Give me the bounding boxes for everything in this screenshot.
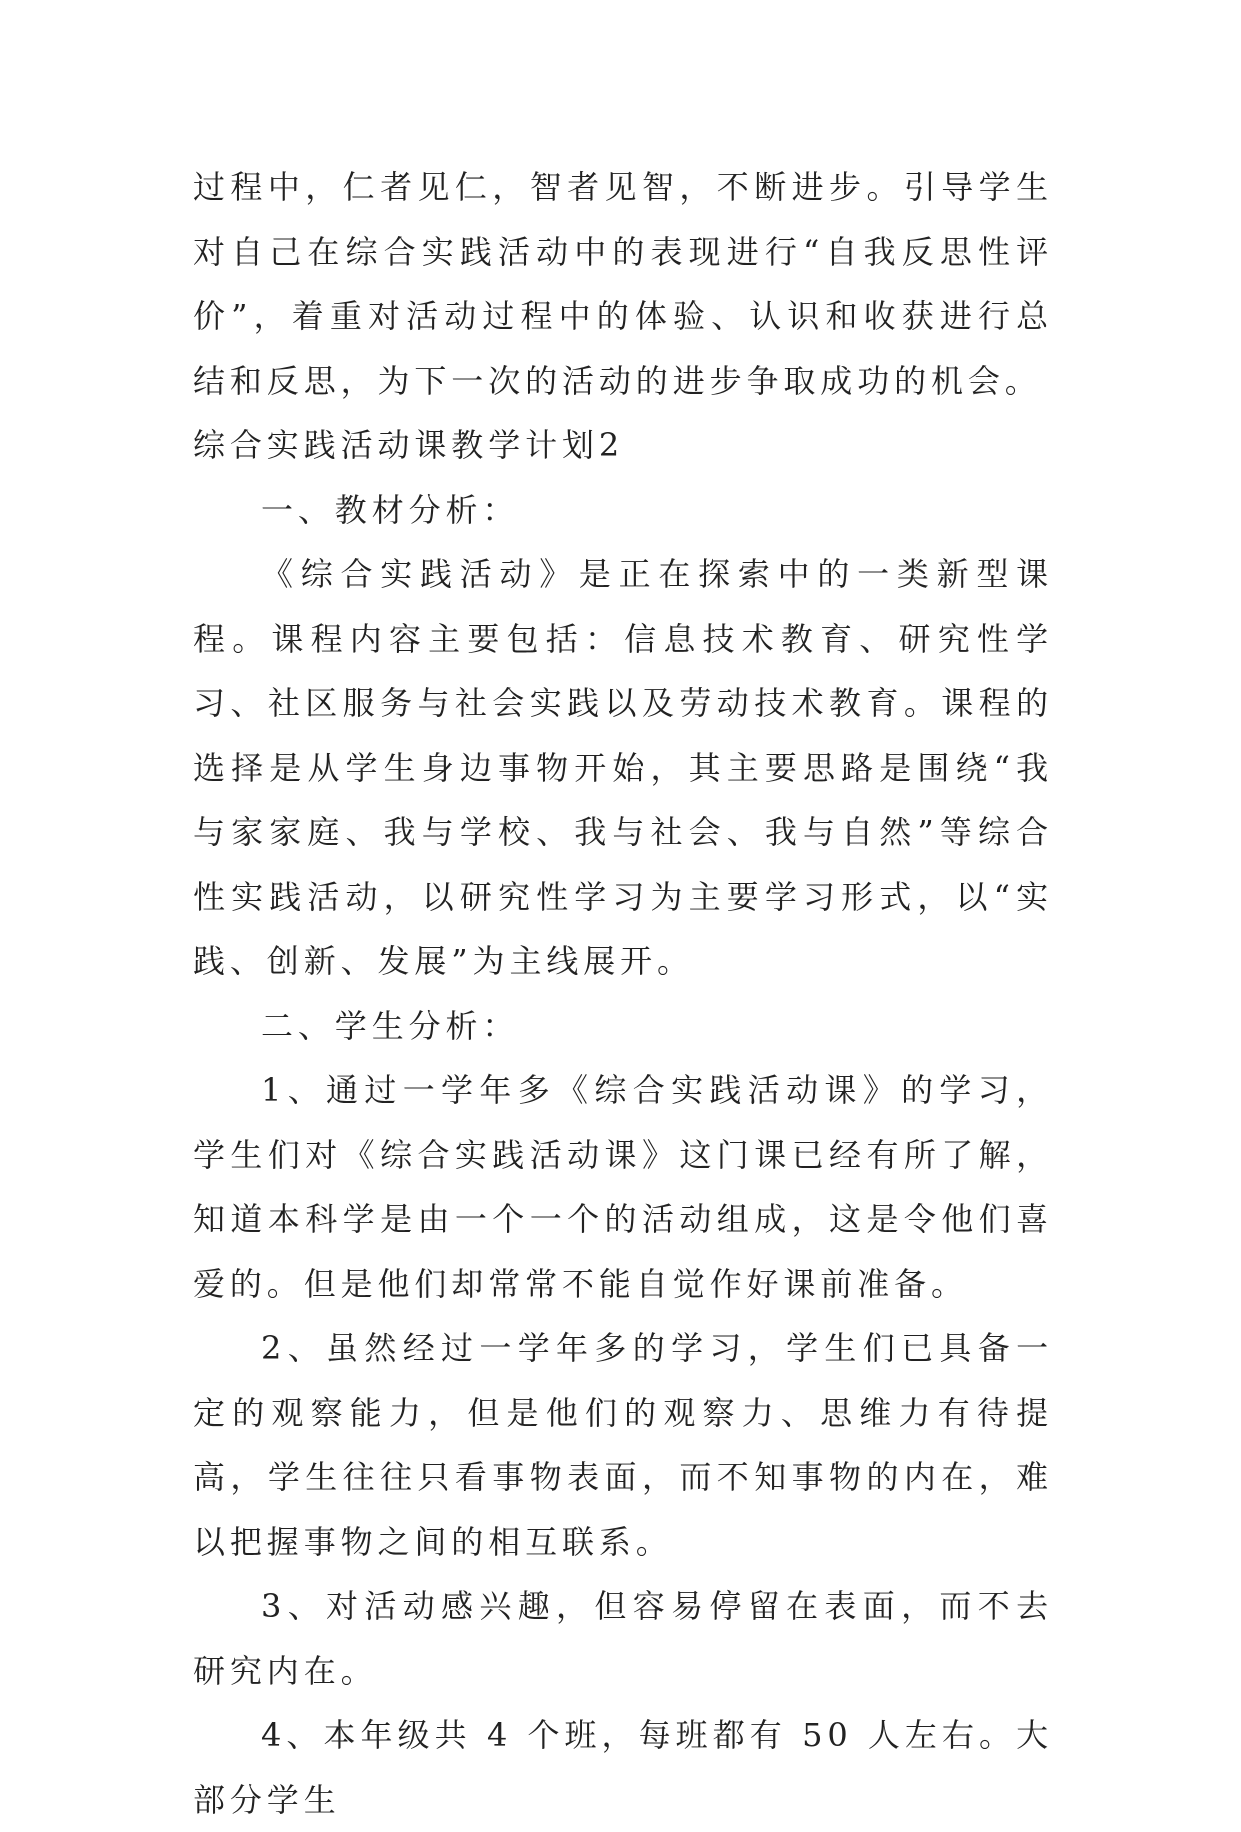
student-item-3: 3、对活动感兴趣，但容易停留在表面，而不去研究内在。 (193, 1587, 1053, 1690)
continuation-paragraph: 过程中，仁者见仁，智者见智，不断进步。引导学生对自己在综合实践活动中的表现进行“自我反思性评价”，着重对活动过程中的体验、认识和收获进行总结和反思，为下一次的活动的进步争取成功的机会。 (193, 168, 1053, 400)
student-item-1: 1、通过一学年多《综合实践活动课》的学习，学生们对《综合实践活动课》这门课已经有所了解，知道本科学是由一个一个的活动组成，这是令他们喜爱的。但是他们却常常不能自觉作好课前准备。 (193, 1071, 1053, 1303)
section-heading-materials: 一、教材分析： (261, 490, 520, 529)
section-heading-students: 二、学生分析： (261, 1006, 520, 1045)
document-body (193, 155, 1053, 1832)
student-item-2: 2、虽然经过一学年多的学习，学生们已具备一定的观察能力，但是他们的观察力、思维力有待提高，学生往往只看事物表面，而不知事物的内在，难以把握事物之间的相互联系。 (193, 1329, 1053, 1561)
materials-paragraph: 《综合实践活动》是正在探索中的一类新型课程。课程内容主要包括：信息技术教育、研究性学习、社区服务与社会实践以及劳动技术教育。课程的选择是从学生身边事物开始，其主要思路是围绕“我与家家庭、我与学校、我与社会、我与自然”等综合性实践活动，以研究性学习为主要学习形式，以“实践、创新、发展”为主线展开。 (193, 555, 1053, 980)
student-item-4: 4、本年级共 4 个班，每班都有 50 人左右。大部分学生 (193, 1716, 1053, 1819)
document-title: 综合实践活动课教学计划2 (193, 426, 625, 464)
